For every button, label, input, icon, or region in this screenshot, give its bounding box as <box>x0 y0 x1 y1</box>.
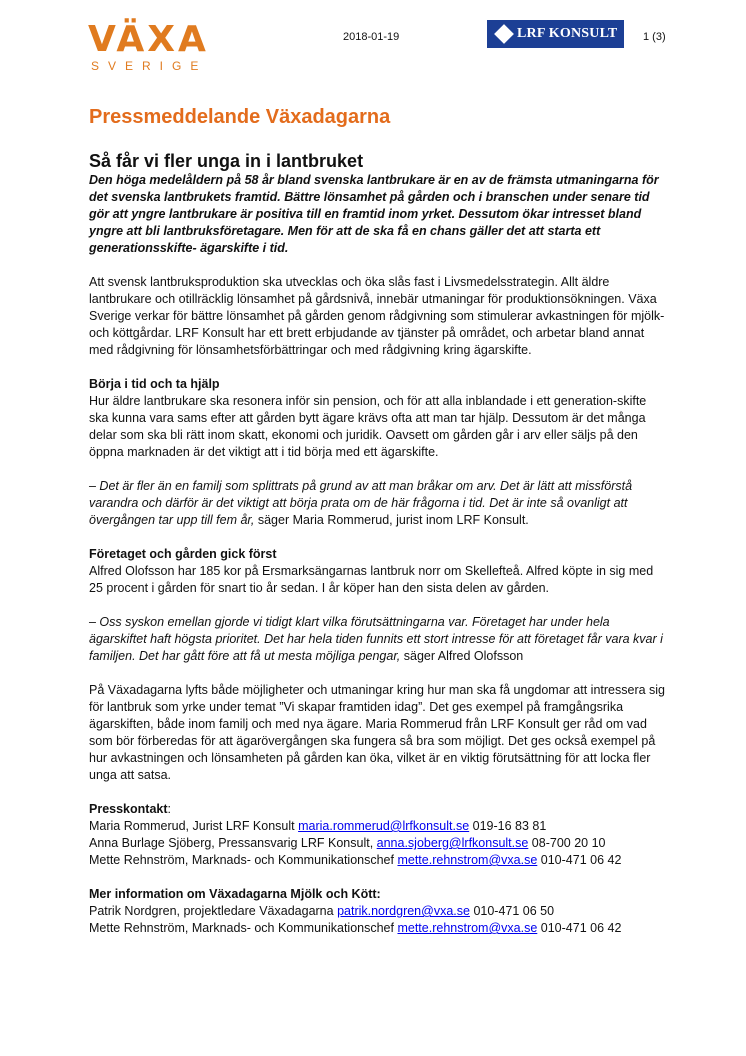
contact-phone: 019-16 83 81 <box>469 819 547 833</box>
contact-phone: 010-471 06 50 <box>469 904 555 918</box>
page-number: 1 (3) <box>643 31 666 43</box>
lead-paragraph: Den höga medelåldern på 58 år bland svenska lantbrukare är en av de främsta utmaningarna för det svenska lantbrukets framtid. Bättre lönsamhet på gården och i branschen under senare tid gör att yngre lantbrukare är positiva till en framtid inom yrket. Dessutom ökar intresset bland yngre att bli lantbruksföretagare. Men för att de ska få en chans gäller det att starta ett generationsskifte- ägarskifte i tid. <box>89 173 659 255</box>
contact-phone: 010-471 06 42 <box>537 921 622 935</box>
vaxa-sverige-logo <box>88 19 218 73</box>
quote-text: – Oss syskon emellan gjorde vi tidigt klart vilka förutsättningarna var. Företaget har under hela ägarskiftet haft högsta prioritet. Det har hela tiden funnits ett stort intresse för att företaget får vara kvar i familjen. Det har gått före att få ut mesta möjliga pengar, <box>89 615 663 663</box>
press-contacts-label: Presskontakt <box>89 802 168 816</box>
more-info-heading: Mer information om Växadagarna Mjölk och Kött: <box>89 887 381 901</box>
press-contacts-heading <box>89 801 669 818</box>
logo-word: VÄXA <box>88 19 209 60</box>
press-release-body <box>89 104 669 937</box>
contact-name: Mette Rehnström, Marknads- och Kommunikationschef <box>89 921 398 935</box>
quote-attribution: säger Alfred Olofsson <box>400 649 524 663</box>
lrf-diamond-icon <box>494 24 514 44</box>
intro-paragraph: Att svensk lantbruksproduktion ska utvecklas och öka slås fast i Livsmedelsstrategin. Allt äldre lantbrukare och otillräcklig lönsamhet på gårdsnivå, innebär utmaningar för produktionsökningen. Växa Sverige verkar för bättre lönsamhet på gården genom rådgivning som stimulerar avkastningen för mjölk- och köttgårdar. LRF Konsult har ett brett erbjudande av tjänster på området, och arbetar bland annat med rådgivning för lönsamhetsförbättringar och med rådgivning kring ägarskifte. <box>89 275 665 357</box>
section-heading-start-early: Börja i tid och ta hjälp <box>89 377 220 391</box>
quote-text: – Det är fler än en familj som splittrats på grund av att man bråkar om arv. Det är lätt att missförstå varandra och därför är det viktigt att börja prata om de här frågorna i tid. Det är inte så ovanligt att övergången tar upp till fem år, <box>89 479 633 527</box>
lrf-logo-text: LRF KONSULT <box>517 26 618 41</box>
section-body-company-first: Alfred Olofsson har 185 kor på Ersmarksängarnas lantbruk norr om Skellefteå. Alfred köpte in sig med 25 procent i gården för snart tio år sedan. I år köper han den sista delen av gården. <box>89 564 654 595</box>
section-body-start-early: Hur äldre lantbrukare ska resonera inför sin pension, och för att alla inblandade i ett generation-skifte ska kunna vara sams efter att gården bytt ägare krävs ofta att man tar hjälp. Dessutom är det många delar som ska bli rätt inom skatt, ekonomi och juridik. Oavsett om gården går i arv eller säljs på den öppna marknaden är det viktigt att i tid börja med ett ägarskifte. <box>89 394 647 459</box>
contact-line <box>89 818 669 835</box>
document-date: 2018-01-19 <box>343 31 400 43</box>
contact-email-link[interactable]: mette.rehnstrom@vxa.se <box>397 853 538 867</box>
contact-phone: 08-700 20 10 <box>528 836 606 850</box>
contact-phone: 010-471 06 42 <box>537 853 622 867</box>
contact-name: Mette Rehnström, Marknads- och Kommunikationschef <box>89 853 398 867</box>
press-contacts-colon: : <box>167 802 171 816</box>
contact-line <box>89 852 669 869</box>
quote-paragraph-rommerud <box>89 478 669 529</box>
contact-email-link[interactable]: maria.rommerud@lrfkonsult.se <box>298 819 470 833</box>
logo-subtitle: SVERIGE <box>91 59 208 73</box>
headline: Så får vi fler unga in i lantbruket <box>89 151 364 171</box>
contact-email-link[interactable]: mette.rehnstrom@vxa.se <box>397 921 538 935</box>
contact-line <box>89 835 669 852</box>
lrf-konsult-logo <box>487 20 624 48</box>
contact-name: Anna Burlage Sjöberg, Pressansvarig LRF Konsult, <box>89 836 377 850</box>
contact-email-link[interactable]: anna.sjoberg@lrfkonsult.se <box>376 836 529 850</box>
contact-name: Patrik Nordgren, projektledare Växadagarna <box>89 904 338 918</box>
page-title: Pressmeddelande Växadagarna <box>89 106 391 128</box>
contact-email-link[interactable]: patrik.nordgren@vxa.se <box>337 904 470 918</box>
quote-paragraph-olofsson <box>89 614 669 665</box>
section-heading-company-first: Företaget och gården gick först <box>89 547 277 561</box>
contact-line <box>89 920 669 937</box>
contact-line <box>89 903 669 920</box>
contact-name: Maria Rommerud, Jurist LRF Konsult <box>89 819 299 833</box>
quote-attribution: säger Maria Rommerud, jurist inom LRF Konsult. <box>254 513 529 527</box>
closing-paragraph: På Växadagarna lyfts både möjligheter och utmaningar kring hur man ska få ungdomar att intressera sig för lantbruk som yrke under temat ”Vi skapar framtiden idag”. Det ges exempel på framgångsrika ägarskiften, både inom familj och med nya ägare. Maria Rommerud från LRF Konsult ger råd om vad som bör förberedas för att ägarövergången ska fungera så bra som möjligt. Det ges också exempel på hur avkastningen och lönsamheten på gården kan öka, vilket är en viktig förutsättning för att locka fler unga att satsa. <box>89 683 666 782</box>
